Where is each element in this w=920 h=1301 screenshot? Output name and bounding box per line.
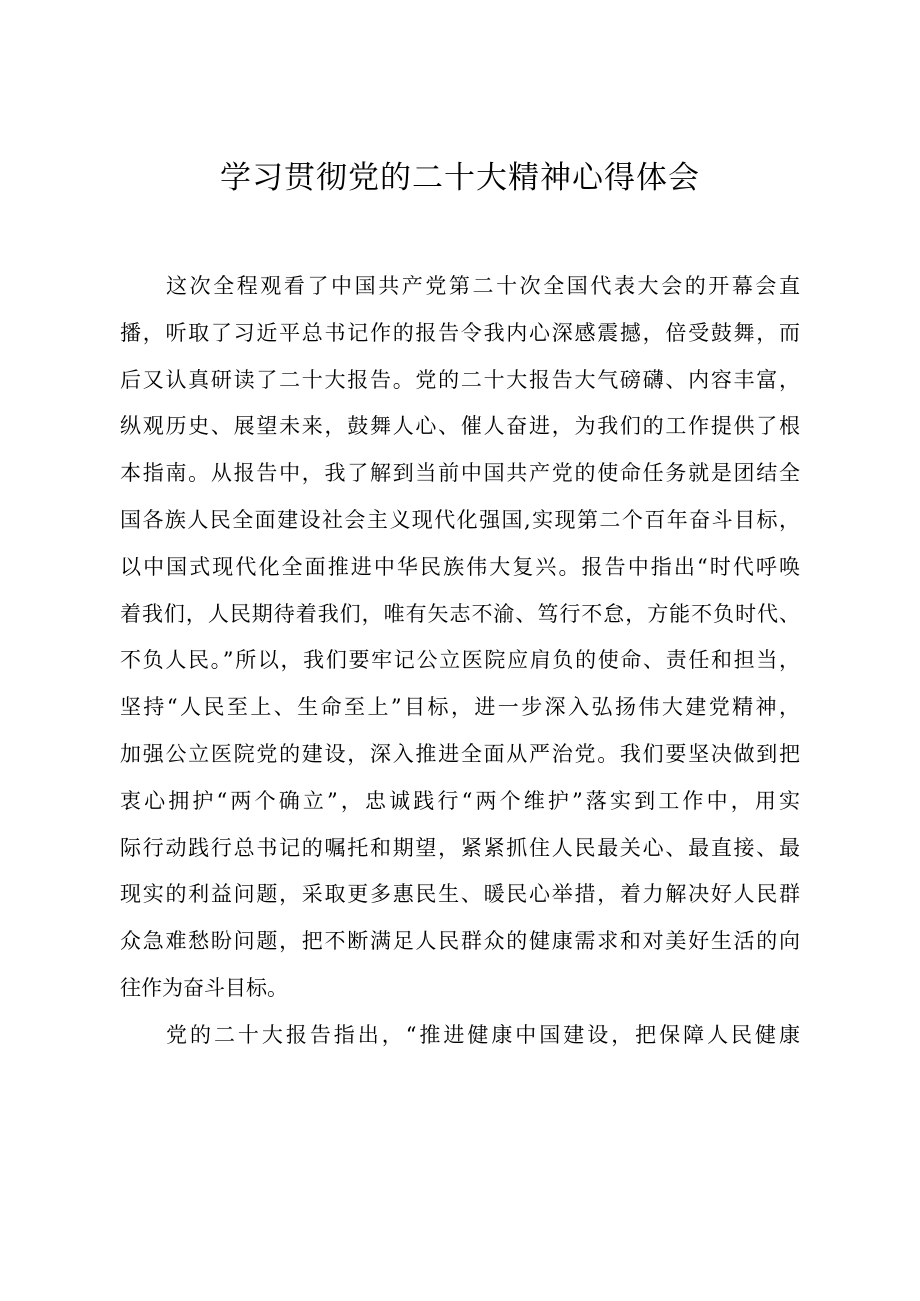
paragraph-line: 坚持“人民至上、生命至上”目标，进一步深入弘扬伟大建党精神， xyxy=(120,695,800,720)
paragraph-line: 以中国式现代化全面推进中华民族伟大复兴。报告中指出“时代呼唤 xyxy=(120,554,800,579)
paragraph-line: 衷心拥护“两个确立”，忠诚践行“两个维护”落实到工作中，用实 xyxy=(120,788,800,813)
paragraph-line: 加强公立医院党的建设，深入推进全面从严治党。我们要坚决做到把 xyxy=(120,741,800,766)
paragraph-line: 往作为奋斗目标。 xyxy=(120,975,288,1000)
paragraph-line: 国各族人民全面建设社会主义现代化强国,实现第二个百年奋斗目标， xyxy=(120,507,800,532)
paragraph-line: 着我们，人民期待着我们，唯有矢志不渝、笃行不怠，方能不负时代、 xyxy=(120,601,800,626)
paragraph-line: 际行动践行总书记的嘱托和期望，紧紧抓住人民最关心、最直接、最 xyxy=(120,835,800,860)
paragraph-line: 这次全程观看了中国共产党第二十次全国代表大会的开幕会直 xyxy=(166,274,800,298)
paragraph-line: 现实的利益问题，采取更多惠民生、暖民心举措，着力解决好人民群 xyxy=(120,882,800,907)
paragraph-line: 纵观历史、展望未来，鼓舞人心、催人奋进，为我们的工作提供了根 xyxy=(120,414,800,439)
paragraph-line: 党的二十大报告指出，“推进健康中国建设，把保障人民健康 xyxy=(166,1022,800,1047)
document-title: 学习贯彻党的二十大精神心得体会 xyxy=(220,160,700,196)
document-body xyxy=(120,263,800,1059)
paragraph-line: 后又认真研读了二十大报告。党的二十大报告大气磅礴、内容丰富， xyxy=(120,367,800,392)
paragraph-line: 不负人民。”所以，我们要牢记公立医院应肩负的使命、责任和担当， xyxy=(120,648,800,673)
paragraph-line: 本指南。从报告中，我了解到当前中国共产党的使命任务就是团结全 xyxy=(120,461,800,486)
paragraph-line: 众急难愁盼问题，把不断满足人民群众的健康需求和对美好生活的向 xyxy=(120,929,800,954)
paragraph-line: 播，听取了习近平总书记作的报告令我内心深感震撼，倍受鼓舞，而 xyxy=(120,320,800,345)
